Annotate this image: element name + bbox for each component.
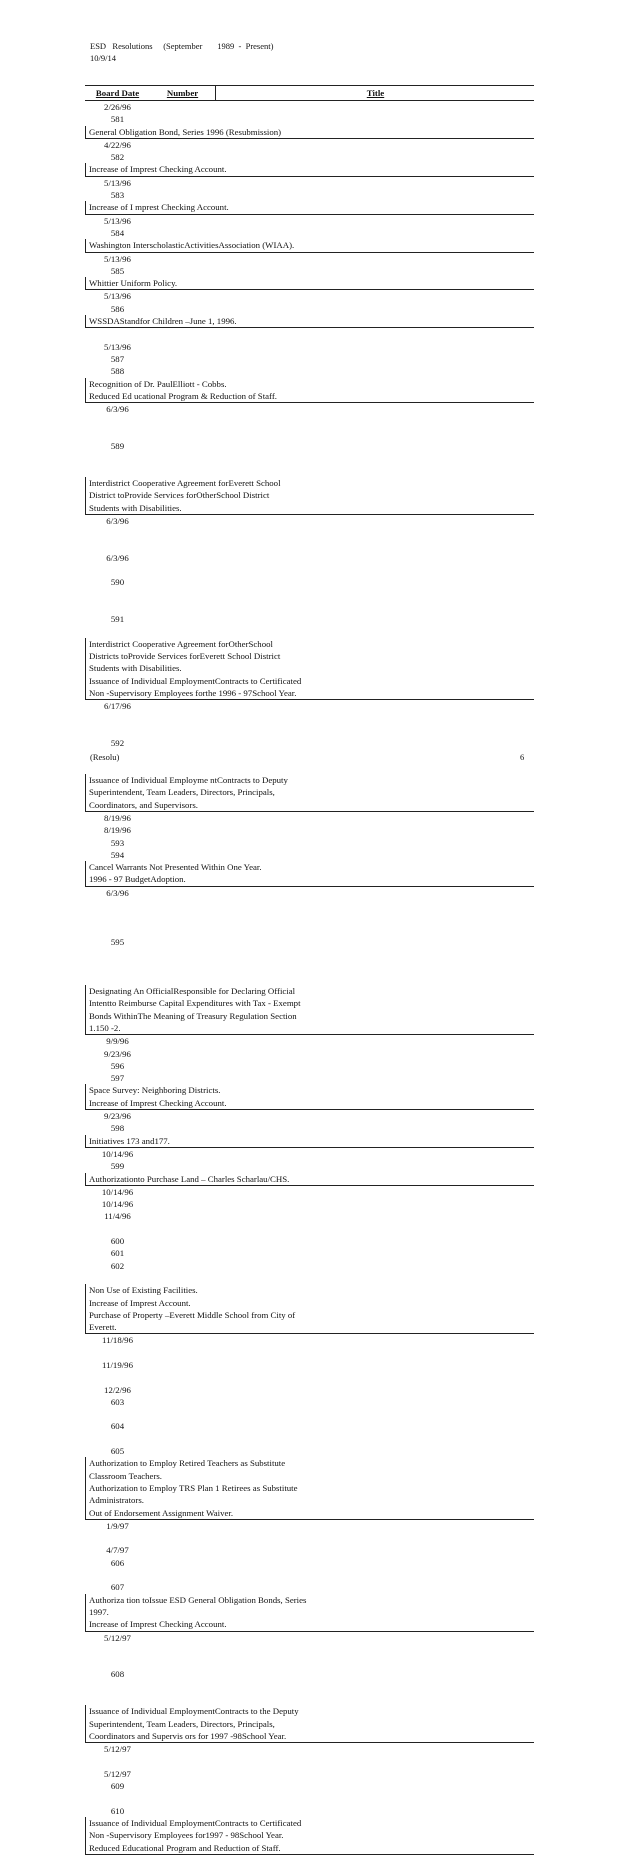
- board-date-cell: [85, 139, 150, 151]
- table-row-group: [85, 1035, 534, 1110]
- resolution-title-line: Reduced Ed ucational Program & Reduction of Staff.: [89, 390, 277, 401]
- table-row-group: [85, 253, 534, 291]
- col-header-board-date: Board Date: [95, 88, 140, 98]
- resolution-number: 591: [110, 614, 125, 625]
- board-date-cell: [85, 515, 150, 576]
- board-date-cell: [85, 1110, 150, 1122]
- board-date: 5/13/96: [104, 215, 131, 226]
- board-date: 11/4/96: [104, 1211, 131, 1222]
- table-body: [85, 101, 534, 1855]
- resolution-title-line: Authorization to Employ TRS Plan 1 Retirees as Substitute: [89, 1482, 298, 1493]
- table-row-group: [85, 1743, 534, 1855]
- resolution-title-line: Whittier Uniform Policy.: [89, 278, 178, 289]
- number-cell: [85, 1668, 150, 1705]
- number-cell: [85, 1780, 150, 1817]
- board-date-cell: [85, 1186, 150, 1235]
- table-row-group: [85, 139, 534, 177]
- number-cell: [85, 1122, 150, 1134]
- board-date: 6/3/96: [106, 887, 129, 898]
- resolution-number: 598: [110, 1123, 125, 1134]
- board-date: 10/14/96: [101, 1148, 134, 1159]
- resolution-title-line: 1996 - 97 BudgetAdoption.: [89, 874, 186, 885]
- resolution-number: 601: [110, 1248, 125, 1259]
- resolution-title-line: Space Survey: Neighboring Districts.: [89, 1085, 221, 1096]
- resolution-title-line: Cancel Warrants Not Presented Within One Year.: [89, 862, 262, 873]
- page-header: [90, 40, 273, 64]
- table-row-group: [85, 177, 534, 215]
- resolution-title-line: Superintendent, Team Leaders, Directors, Principals,: [89, 1718, 275, 1729]
- resolution-title-line: Increase of Imprest Checking Account.: [89, 1097, 227, 1108]
- number-cell: [85, 1160, 150, 1172]
- number-cell: [85, 576, 150, 637]
- resolution-number: 594: [110, 849, 125, 860]
- title-cell: [85, 163, 534, 175]
- table-row-group: [85, 1334, 534, 1519]
- resolutions-table: [85, 85, 534, 1855]
- title-cell: [85, 1817, 534, 1854]
- board-date: 6/3/96: [106, 404, 129, 415]
- board-date-cell: [85, 812, 150, 837]
- resolution-title-line: Increase of Imprest Checking Account.: [89, 1619, 227, 1630]
- board-date: 2/26/96: [104, 102, 131, 112]
- resolution-title-line: Increase of Imprest Account.: [89, 1297, 191, 1308]
- number-cell: [85, 837, 150, 862]
- board-date-cell: [85, 700, 150, 737]
- resolution-number: 592: [110, 738, 125, 749]
- board-date: 4/7/97: [106, 1545, 129, 1556]
- board-date: 1/9/97: [106, 1520, 129, 1531]
- resolution-number: 599: [110, 1161, 125, 1172]
- resolution-title-line: Issuance of Individual Employme ntContracts to Deputy: [89, 775, 288, 786]
- number-cell: [85, 1396, 150, 1457]
- board-date: 5/12/97: [104, 1744, 131, 1755]
- board-date: 4/22/96: [104, 139, 131, 150]
- resolution-number: 590: [110, 577, 125, 588]
- board-date: 5/12/97: [104, 1768, 131, 1779]
- board-date-cell: [85, 253, 150, 265]
- footer-label: (Resolu): [90, 752, 120, 762]
- board-date-cell: [85, 101, 150, 113]
- resolution-title-line: Recognition of Dr. PaulElliott - Cobbs.: [89, 378, 227, 389]
- resolution-title-line: Out of Endorsement Assignment Waiver.: [89, 1507, 234, 1518]
- board-date-cell: [85, 215, 150, 227]
- table-row-group: [85, 1520, 534, 1632]
- board-date: 8/19/96: [104, 825, 131, 836]
- table-row-group: [85, 215, 534, 253]
- resolution-title-line: General Obligation Bond, Series 1996 (Resubmission): [89, 126, 282, 137]
- number-cell: [85, 189, 150, 201]
- board-date: [85, 328, 150, 340]
- number-cell: [85, 936, 150, 985]
- resolution-title-line: Increase of Imprest Checking Account.: [89, 164, 227, 175]
- board-date: 6/3/96: [106, 515, 129, 526]
- resolution-number: 589: [110, 441, 125, 452]
- board-date: 5/13/96: [104, 177, 131, 188]
- resolution-number: 600: [110, 1236, 125, 1247]
- header-date: 10/9/14: [90, 53, 116, 63]
- board-date-cell: [85, 1035, 150, 1060]
- resolution-title-line: Washington InterscholasticActivitiesAssociation (WIAA).: [89, 240, 295, 251]
- title-cell: [85, 315, 534, 327]
- resolution-number: 603: [110, 1396, 125, 1407]
- number-cell: [85, 1060, 150, 1085]
- board-date: 9/23/96: [104, 1048, 131, 1059]
- title-cell: [85, 201, 534, 213]
- resolution-title-line: Students with Disabilities.: [89, 502, 182, 513]
- col-header-title: Title: [215, 86, 534, 100]
- table-row-group: [85, 328, 534, 403]
- table-row-group: [85, 700, 534, 812]
- resolution-title-line: Administrators.: [89, 1495, 144, 1506]
- number-cell: [85, 1235, 150, 1284]
- resolution-number: 597: [110, 1073, 125, 1084]
- number-cell: [85, 151, 150, 163]
- resolution-title-line: Issuance of Individual EmploymentContracts to Certificated: [89, 1817, 302, 1828]
- resolution-number: 586: [110, 303, 125, 314]
- table-row-group: [85, 1186, 534, 1335]
- number-cell: [85, 303, 150, 315]
- resolution-number: 607: [110, 1582, 125, 1593]
- resolution-title-line: Coordinators, and Supervisors.: [89, 799, 198, 810]
- board-date-cell: [85, 1520, 150, 1557]
- resolution-title-line: WSSDAStandfor Children –June 1, 1996.: [89, 316, 237, 327]
- number-cell: [85, 113, 150, 125]
- resolution-title-line: Increase of I mprest Checking Account.: [89, 202, 229, 213]
- resolution-number: 604: [110, 1421, 125, 1432]
- resolution-number: 584: [110, 227, 125, 238]
- header-title: ESD Resolutions (September 1989 - Present): [90, 41, 274, 51]
- resolution-title-line: Non -Supervisory Employees forthe 1996 - 97School Year.: [89, 687, 297, 698]
- resolution-title-line: Designating An OfficialResponsible for Declaring Official: [89, 986, 296, 997]
- resolution-number: 593: [110, 837, 125, 848]
- resolution-title-line: Authorization to Employ Retired Teachers as Substitute: [89, 1458, 286, 1469]
- table-row-group: [85, 1110, 534, 1148]
- board-date-cell: [85, 328, 150, 353]
- resolution-title-line: Coordinators and Supervis ors for 1997 -98School Year.: [89, 1730, 287, 1741]
- resolution-number: 606: [110, 1557, 125, 1568]
- resolution-title-line: Classroom Teachers.: [89, 1470, 162, 1481]
- resolution-number: 602: [110, 1260, 125, 1271]
- board-date: 9/23/96: [104, 1111, 131, 1122]
- board-date-cell: [85, 290, 150, 302]
- col-header-number: Number: [166, 88, 199, 98]
- resolution-number: 581: [110, 114, 125, 125]
- resolution-title-line: Issuance of Individual EmploymentContracts to Certificated: [89, 675, 302, 686]
- title-cell: [85, 638, 534, 699]
- table-row-group: [85, 515, 534, 700]
- number-cell: [85, 265, 150, 277]
- table-row-group: [85, 403, 534, 515]
- resolution-title-line: Reduced Educational Program and Reduction of Staff.: [89, 1842, 281, 1853]
- board-date: 6/3/96: [106, 552, 129, 563]
- table-row-group: [85, 887, 534, 1036]
- title-cell: [85, 126, 534, 138]
- title-cell: [85, 985, 534, 1034]
- board-date: 9/9/96: [106, 1036, 129, 1047]
- resolution-title-line: Authoriza tion toIssue ESD General Obligation Bonds, Series: [89, 1594, 307, 1605]
- board-date: 5/12/97: [104, 1632, 131, 1643]
- title-cell: [85, 774, 534, 811]
- title-cell: [85, 1284, 534, 1333]
- resolution-title-line: Everett.: [89, 1322, 117, 1333]
- resolution-title-line: Intentto Reimburse Capital Expenditures with Tax - Exempt: [89, 998, 301, 1009]
- board-date-cell: [85, 1632, 150, 1669]
- title-cell: [85, 1457, 534, 1518]
- title-cell: [85, 277, 534, 289]
- resolution-title-line: Students with Disabilities.: [89, 663, 182, 674]
- board-date: 6/17/96: [104, 701, 131, 712]
- resolution-title-line: 1997.: [89, 1606, 109, 1617]
- title-cell: [85, 1084, 534, 1109]
- number-cell: [85, 440, 150, 477]
- table-header: [85, 85, 534, 101]
- title-cell: [85, 1705, 534, 1742]
- page-number: 6: [520, 752, 525, 762]
- resolution-number: 605: [110, 1446, 125, 1457]
- resolution-number: 588: [110, 366, 125, 377]
- board-date: 12/2/96: [104, 1384, 131, 1395]
- number-cell: [85, 1557, 150, 1594]
- title-cell: [85, 239, 534, 251]
- table-row-group: [85, 1632, 534, 1744]
- resolution-title-line: Superintendent, Team Leaders, Directors, Principals,: [89, 787, 275, 798]
- resolution-title-line: Bonds WithinThe Meaning of Treasury Regulation Section: [89, 1010, 297, 1021]
- resolution-title-line: Interdistrict Cooperative Agreement forEverett School: [89, 477, 281, 488]
- board-date: 11/18/96: [102, 1335, 133, 1346]
- resolution-title-line: 1.150 -2.: [89, 1022, 121, 1033]
- board-date: 5/13/96: [104, 291, 131, 302]
- resolution-number: 595: [110, 936, 125, 947]
- resolution-number: 582: [110, 152, 125, 163]
- board-date-cell: [85, 1743, 150, 1780]
- title-cell: [85, 861, 534, 886]
- table-row-group: [85, 290, 534, 328]
- resolution-title-line: Initiatives 173 and177.: [89, 1135, 170, 1146]
- board-date-cell: [85, 887, 150, 936]
- resolution-number: 609: [110, 1781, 125, 1792]
- table-row-group: [85, 812, 534, 887]
- resolution-number: 587: [110, 353, 125, 364]
- board-date-cell: [85, 403, 150, 440]
- resolution-title-line: Non -Supervisory Employees for1997 - 98School Year.: [89, 1830, 284, 1841]
- resolution-title-line: Authorizationto Purchase Land – Charles Scharlau/CHS.: [89, 1173, 290, 1184]
- resolution-number: 583: [110, 190, 125, 201]
- resolution-title-line: Non Use of Existing Facilities.: [89, 1285, 198, 1296]
- board-date: 10/14/96: [101, 1199, 134, 1210]
- number-cell: [85, 227, 150, 239]
- table-row-group: [85, 101, 534, 139]
- resolution-number: 608: [110, 1669, 125, 1680]
- resolution-title-line: Issuance of Individual EmploymentContracts to the Deputy: [89, 1706, 299, 1717]
- board-date: 5/13/96: [104, 341, 131, 352]
- resolution-title-line: Purchase of Property –Everett Middle School from City of: [89, 1309, 296, 1320]
- title-cell: [85, 477, 534, 514]
- resolution-title-line: District toProvide Services forOtherSchool District: [89, 490, 270, 501]
- resolution-number: 610: [110, 1805, 125, 1816]
- board-date: 10/14/96: [101, 1186, 134, 1197]
- number-cell: [85, 353, 150, 378]
- board-date: 5/13/96: [104, 253, 131, 264]
- title-cell: [85, 378, 534, 403]
- resolution-number: 596: [110, 1060, 125, 1071]
- title-cell: [85, 1594, 534, 1631]
- board-date: 11/19/96: [102, 1359, 133, 1370]
- resolution-title-line: Interdistrict Cooperative Agreement forOtherSchool: [89, 638, 273, 649]
- board-date-cell: [85, 1148, 150, 1160]
- board-date-cell: [85, 1334, 150, 1395]
- title-cell: [85, 1173, 534, 1185]
- title-cell: [85, 1135, 534, 1147]
- table-row-group: [85, 1148, 534, 1186]
- board-date-cell: [85, 177, 150, 189]
- resolution-number: 585: [110, 265, 125, 276]
- resolution-title-line: Districts toProvide Services forEverett School District: [89, 651, 281, 662]
- board-date: 8/19/96: [104, 812, 131, 823]
